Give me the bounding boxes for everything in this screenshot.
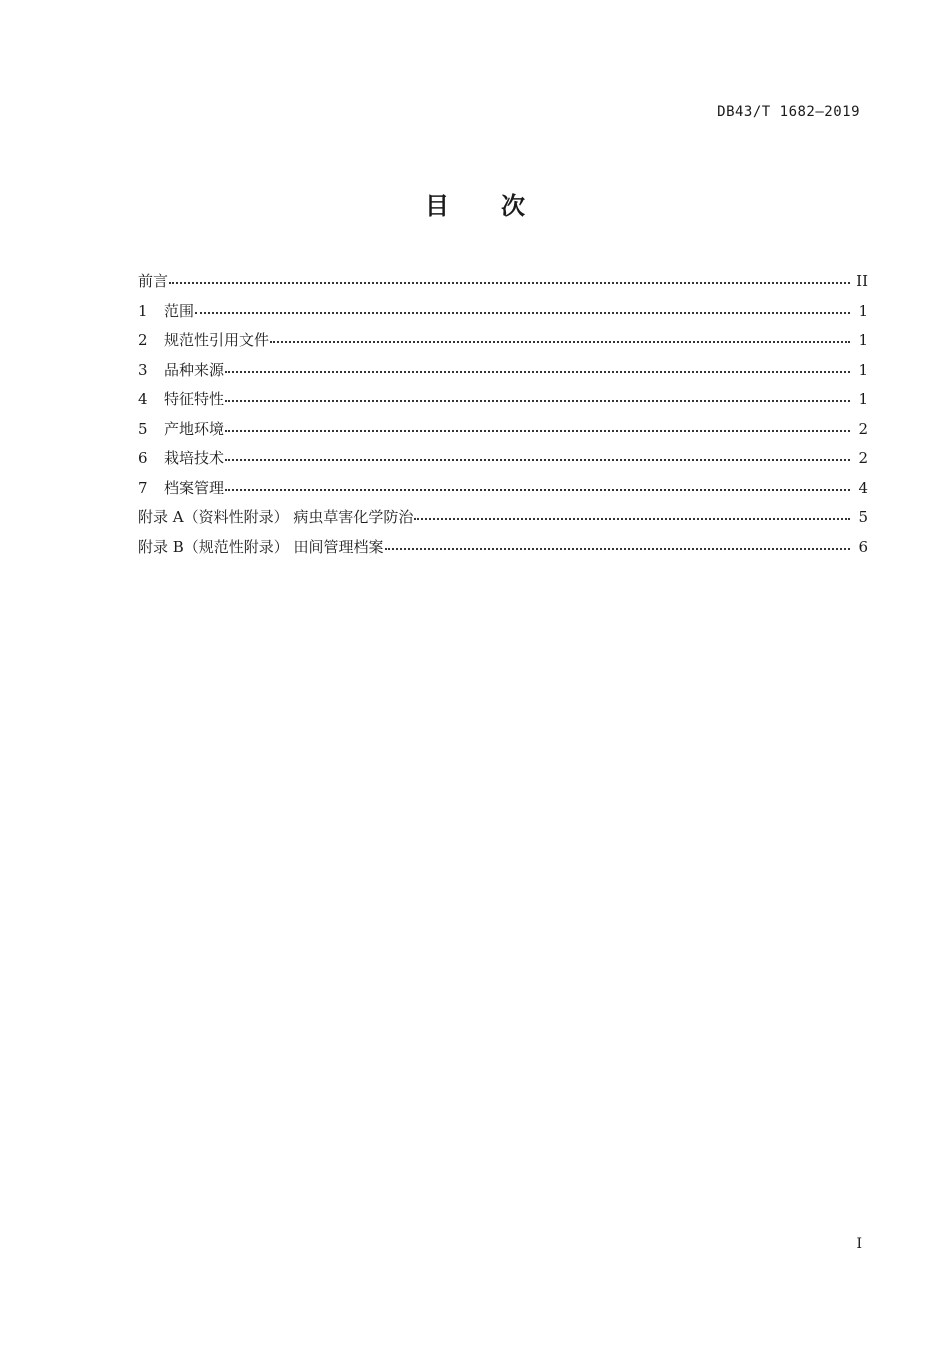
page-number: I [856,1236,862,1252]
toc-entry-normative-references[interactable] [138,329,868,359]
dot-leader [225,479,850,493]
dot-leader [195,302,850,316]
dot-leader [270,331,850,345]
toc-entry-label: 栽培技术 [164,449,225,467]
toc-entry-label: 产地环境 [164,419,225,438]
toc-entry-number: 4 [138,390,148,408]
dot-leader [225,449,850,463]
dot-leader [169,272,850,286]
dot-leader [225,361,850,375]
toc-entry-page: 2 [858,419,868,438]
toc-entry-scope[interactable] [138,300,868,330]
toc-entry-label: 品种来源 [164,360,225,379]
toc-entry-characteristics[interactable] [138,388,868,418]
document-code: DB43/T 1682—2019 [717,104,860,120]
toc-entry-label: 规范性引用文件 [164,331,270,349]
toc-entry-page: 1 [858,301,868,320]
toc-entry-number: 2 [138,331,148,349]
toc-entry-number: 6 [138,449,148,467]
toc-entry-appendix-b[interactable] [138,536,868,566]
toc-entry-label: 附录 A（资料性附录） 病虫草害化学防治 [138,508,414,526]
dot-leader [385,538,850,552]
toc-title: 目次 [425,192,577,220]
dot-leader [225,390,850,404]
toc-entry-label: 档案管理 [164,478,225,497]
toc-entry-label: 附录 B（规范性附录） 田间管理档案 [138,537,384,556]
toc-entry-number: 3 [138,360,148,379]
dot-leader [414,508,850,522]
toc-entry-page: II [856,272,868,290]
toc-entry-page: 4 [858,478,868,497]
toc-entry-number: 5 [138,419,148,438]
toc-entry-label: 范围 [164,301,195,320]
dot-leader [225,420,850,434]
toc-entry-page: 1 [858,390,868,408]
toc-entry-page: 1 [858,331,868,349]
toc-entry-number: 7 [138,478,148,497]
toc-entry-page: 5 [858,508,868,526]
toc-entry-preface[interactable] [138,270,868,300]
toc-entry-variety-source[interactable] [138,359,868,389]
toc-entry-page: 1 [858,360,868,379]
toc-entry-label: 前言 [138,272,169,290]
toc-entry-number: 1 [138,301,148,320]
toc-entry-cultivation[interactable] [138,447,868,477]
toc-entry-records[interactable] [138,477,868,507]
toc-entry-page: 6 [858,537,868,556]
toc-entry-appendix-a[interactable] [138,506,868,536]
toc-entry-label: 特征特性 [164,390,225,408]
table-of-contents [138,270,868,565]
toc-entry-environment[interactable] [138,418,868,448]
toc-entry-page: 2 [858,449,868,467]
